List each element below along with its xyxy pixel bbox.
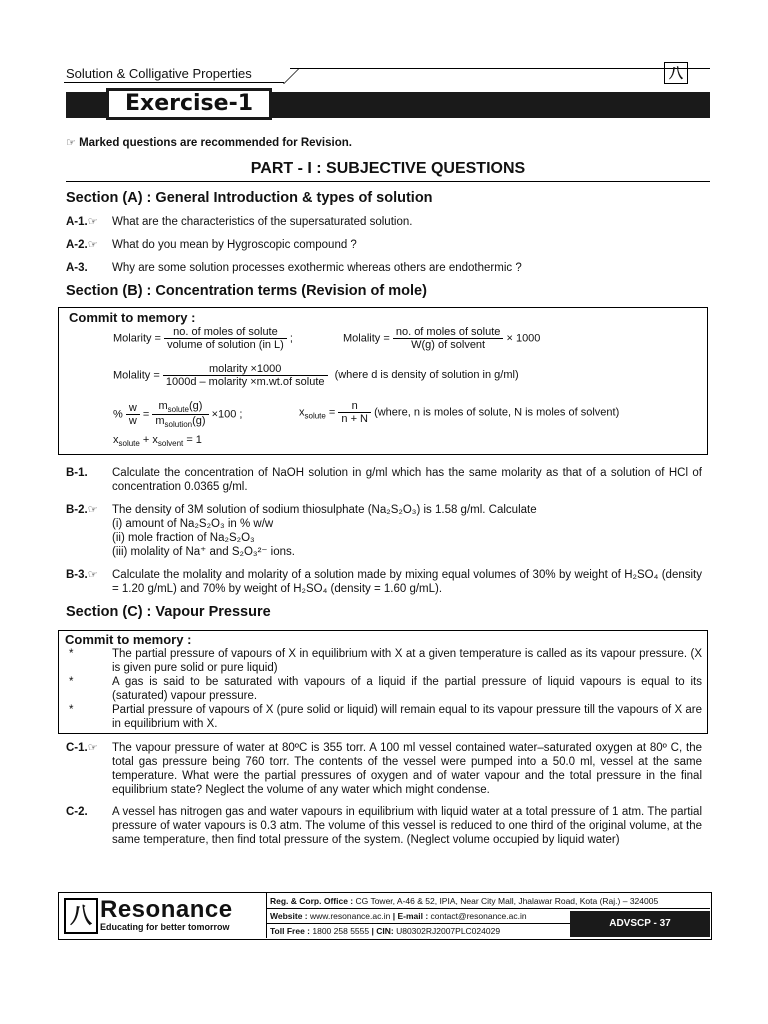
formula-percent-ww: % $\frac{w}{w}$ = $\frac{m_{solute}(g)}{m_{solution}(g)}$ ×100 ; (113, 400, 243, 430)
footer-rule (266, 908, 710, 909)
brand-tagline: Educating for better tomorrow (100, 922, 230, 932)
bullet-icon: * (69, 676, 74, 688)
resonance-mark-icon: 八 (64, 898, 98, 934)
revision-note-text: Marked questions are recommended for Revision. (79, 137, 352, 149)
memo-title: Commit to memory : (65, 632, 192, 647)
commit-to-memory-box-c (58, 630, 708, 734)
brand-name: Resonance (100, 896, 233, 923)
question-text: The vapour pressure of water at 80ºC is 355 torr. A 100 ml vessel contained water–saturated oxygen at 80º C, the total gas pressure being 760 torr. The contents of the vessel were pumped into a 50.0 ml, vessel at the same temperature. What were the partial pressures of oxygen and of water vapour and the total pressure in the final equilibrium state? Neglect the volume of any water which might condense. (112, 742, 702, 796)
memo-bullet: The partial pressure of vapours of X in equilibrium with X at a given temperature is called as its vapour pressure. (X is given pure solid or pure liquid) (112, 648, 702, 674)
part-rule (66, 181, 710, 182)
pointing-hand-icon: ☞ (87, 504, 98, 516)
website-line: Website : www.resonance.ac.in | E-mail : contact@resonance.ac.in (270, 911, 527, 921)
reg-office: Reg. & Corp. Office : CG Tower, A-46 & 52, IPIA, Near City Mall, Jhalawar Road, Kota (Raj.) – 324005 (270, 896, 659, 906)
memo-title: Commit to memory : (69, 310, 196, 325)
question-text: What do you mean by Hygroscopic compound ? (112, 239, 357, 251)
formula-molarity: Molarity = $\frac{\text{no. of moles of solute}}{\text{volume of solution (in L)}}$ ; (113, 326, 293, 351)
pointing-hand-icon: ☞ (66, 137, 76, 149)
pointing-hand-icon: ☞ (87, 569, 98, 581)
question-label: B-1. (66, 467, 88, 479)
pointing-hand-icon: ☞ (87, 239, 98, 251)
question-text: What are the characteristics of the supersaturated solution. (112, 216, 413, 228)
revision-note (66, 136, 352, 149)
question-label: C-2. (66, 806, 88, 818)
question-label: B-2.☞ (66, 504, 98, 516)
section-b-title: Section (B) : Concentration terms (Revision of mole) (66, 283, 427, 299)
part-title: PART - I : SUBJECTIVE QUESTIONS (250, 160, 526, 177)
question-label: A-1.☞ (66, 216, 98, 228)
header-rule-slant (283, 68, 300, 84)
question-label: C-1.☞ (66, 742, 98, 754)
question-label: A-2.☞ (66, 239, 98, 251)
question-label: B-3.☞ (66, 569, 98, 581)
commit-to-memory-box-b (58, 307, 708, 455)
bullet-icon: * (69, 648, 74, 660)
formula-molality-density: Molality = $\frac{\text{molarity ×1000}}{\text{1000d – molarity ×m.wt.of solute}}$ (where d is density of solution in g/ml) (113, 363, 519, 388)
section-a-title: Section (A) : General Introduction & types of solution (66, 190, 433, 206)
resonance-logo (58, 892, 266, 938)
resonance-mark-icon: 八 (664, 62, 688, 84)
question-text: A vessel has nitrogen gas and water vapours in equilibrium with liquid water at a total pressure of 1 atm. The partial pressure of water vapours is 0.3 atm. The volume of this vessel is reduced to one third of the original volume, at the same temperature, then find total pressure of the system. (Neglect volume occupied by liquid water) (112, 806, 702, 846)
pointing-hand-icon: ☞ (87, 742, 98, 754)
footer-divider (266, 892, 267, 938)
section-c-title: Section (C) : Vapour Pressure (66, 604, 271, 620)
header-rule (64, 82, 284, 83)
question-text: Calculate the molality and molarity of a solution made by mixing equal volumes of 30% by weight of H₂SO₄ (density = 1.20 g/mL) and 70% by weight of H₂SO₄ (density = 1.60 g/mL). (112, 569, 702, 595)
question-label: A-3. (66, 262, 88, 274)
chapter-title: Solution & Colligative Properties (66, 66, 252, 81)
question-text: The density of 3M solution of sodium thiosulphate (Na₂S₂O₃) is 1.58 g/ml. Calculate (i) amount of Na₂S₂O₃ in % w/w (ii) mole fraction of Na₂S₂O₃ (iii) molality of Na⁺ and S₂O₃²⁻ ions. (112, 504, 537, 558)
memo-bullet: A gas is said to be saturated with vapours of a liquid if the partial pressure of liquid vapours is equal to its (saturated) vapour pressure. (112, 676, 702, 702)
question-text: Calculate the concentration of NaOH solution in g/ml which has the same molarity as that of a solution of HCl of concentration 0.0365 g/ml. (112, 467, 702, 493)
header-rule-right (290, 68, 710, 69)
question-text: Why are some solution processes exothermic whereas others are endothermic ? (112, 262, 522, 274)
page-code: ADVSCP - 37 (570, 911, 710, 937)
formula-mole-fraction: $x_{solute}$ = $\frac{n}{n + N}$ (where, n is moles of solute, N is moles of solvent) (299, 400, 620, 425)
toll-free-line: Toll Free : 1800 258 5555 | CIN: U80302RJ2007PLC024029 (270, 926, 501, 936)
footer-rule (266, 923, 570, 924)
formula-molality: Molality = $\frac{\text{no. of moles of solute}}{\text{W(g) of solvent}}$ × 1000 (343, 326, 541, 351)
bullet-icon: * (69, 704, 74, 716)
formula-sum-fractions: $x_{solute} + x_{solvent} = 1$ (113, 434, 202, 449)
pointing-hand-icon: ☞ (87, 216, 98, 228)
exercise-title: Exercise-1 (106, 88, 272, 120)
memo-bullet: Partial pressure of vapours of X (pure solid or liquid) will remain equal to its vapour pressure till the vapours of X are in equilibrium with X. (112, 704, 702, 730)
